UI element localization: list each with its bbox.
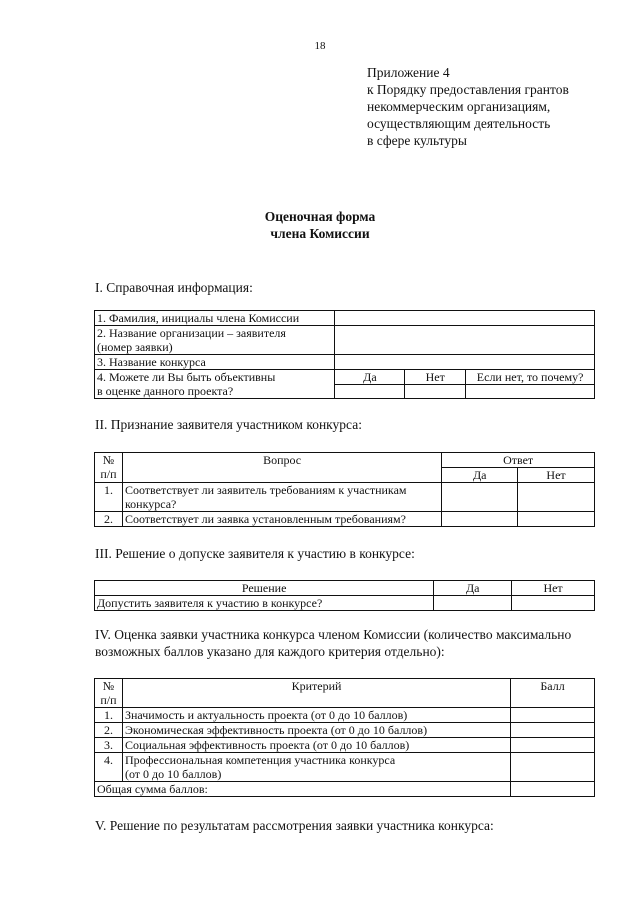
appendix-line: осуществляющим деятельность xyxy=(367,116,551,131)
score-header: Балл xyxy=(511,679,595,708)
cell-line: 4. Можете ли Вы быть объективны xyxy=(97,370,276,384)
section-4-heading xyxy=(95,626,571,660)
form-title-line: члена Комиссии xyxy=(270,226,370,241)
yes-header: Да xyxy=(335,370,405,385)
appendix-line: некоммерческим организациям, xyxy=(367,99,551,114)
row-number: 4. xyxy=(95,753,123,782)
admission-decision-table xyxy=(94,580,595,611)
row-number: 3. xyxy=(95,738,123,753)
total-label: Общая сумма баллов: xyxy=(95,782,511,797)
criteria-score-table xyxy=(94,678,595,797)
answer-cell[interactable] xyxy=(335,355,595,370)
cell-line: п/п xyxy=(100,467,117,481)
num-header xyxy=(95,453,123,483)
section-2-heading: II. Признание заявителя участником конкурса: xyxy=(95,417,362,432)
heading-line: возможных баллов указано для каждого критерия отдельно): xyxy=(95,644,445,659)
cell-line: Профессиональная компетенция участника конкурса xyxy=(124,753,396,767)
no-answer-cell[interactable] xyxy=(518,512,595,527)
score-cell[interactable] xyxy=(511,723,595,738)
form-title-line: Оценочная форма xyxy=(264,209,376,224)
appendix-line: в сфере культуры xyxy=(367,133,467,148)
cell-line: конкурса? xyxy=(124,497,177,511)
table-cell: 1. Фамилия, инициалы члена Комиссии xyxy=(95,311,335,326)
cell-line: № xyxy=(102,679,115,693)
reference-info-table xyxy=(94,310,595,399)
cell-line: (номер заявки) xyxy=(97,340,173,354)
cell-line: (от 0 до 10 баллов) xyxy=(124,767,222,781)
section-1-heading: I. Справочная информация: xyxy=(95,280,253,295)
row-number: 2. xyxy=(95,512,123,527)
decision-cell: Допустить заявителя к участию в конкурсе? xyxy=(95,596,434,611)
participant-recognition-table xyxy=(94,452,595,527)
appendix-line: Приложение 4 xyxy=(367,65,450,80)
no-answer-cell[interactable] xyxy=(512,596,595,611)
answer-cell[interactable] xyxy=(335,311,595,326)
num-header xyxy=(95,679,123,708)
page-number: 18 xyxy=(314,40,326,52)
score-cell[interactable] xyxy=(511,708,595,723)
yes-header: Да xyxy=(442,468,518,483)
section-3-heading: III. Решение о допуске заявителя к участию в конкурсе: xyxy=(95,546,415,561)
form-title xyxy=(0,208,640,242)
table-cell: 3. Название конкурса xyxy=(95,355,335,370)
yes-answer-cell[interactable] xyxy=(434,596,512,611)
yes-answer-cell[interactable] xyxy=(442,512,518,527)
cell-line: п/п xyxy=(100,693,117,707)
score-cell[interactable] xyxy=(511,738,595,753)
question-header: Вопрос xyxy=(122,453,441,483)
row-number: 1. xyxy=(95,708,123,723)
criterion-cell: Значимость и актуальность проекта (от 0 до 10 баллов) xyxy=(122,708,510,723)
criterion-cell: Экономическая эффективность проекта (от 0 до 10 баллов) xyxy=(122,723,510,738)
no-answer-cell[interactable] xyxy=(405,385,466,399)
no-header: Нет xyxy=(512,581,595,596)
answer-header: Ответ xyxy=(442,453,595,468)
no-header: Нет xyxy=(405,370,466,385)
yes-answer-cell[interactable] xyxy=(335,385,405,399)
cell-line: 2. Название организации – заявителя xyxy=(97,326,286,340)
criterion-cell: Социальная эффективность проекта (от 0 до 10 баллов) xyxy=(122,738,510,753)
cell-line: № xyxy=(102,453,115,467)
yes-header: Да xyxy=(434,581,512,596)
no-header: Нет xyxy=(518,468,595,483)
question-cell: Соответствует ли заявка установленным требованиям? xyxy=(122,512,441,527)
cell-line: Соответствует ли заявитель требованиям к участникам xyxy=(124,483,407,497)
why-answer-cell[interactable] xyxy=(466,385,595,399)
appendix-header xyxy=(367,64,569,149)
no-answer-cell[interactable] xyxy=(518,483,595,512)
score-cell[interactable] xyxy=(511,753,595,782)
section-5-heading: V. Решение по результатам рассмотрения заявки участника конкурса: xyxy=(95,818,494,833)
why-header: Если нет, то почему? xyxy=(466,370,595,385)
decision-header: Решение xyxy=(95,581,434,596)
question-cell xyxy=(122,483,441,512)
row-number: 1. xyxy=(95,483,123,512)
answer-cell[interactable] xyxy=(335,326,595,355)
cell-line: в оценке данного проекта? xyxy=(97,384,234,398)
heading-line: IV. Оценка заявки участника конкурса членом Комиссии (количество максимально xyxy=(95,627,572,642)
total-score-cell[interactable] xyxy=(511,782,595,797)
table-cell xyxy=(95,326,335,355)
table-cell xyxy=(95,370,335,399)
criterion-cell xyxy=(122,753,510,782)
yes-answer-cell[interactable] xyxy=(442,483,518,512)
row-number: 2. xyxy=(95,723,123,738)
criterion-header: Критерий xyxy=(122,679,510,708)
appendix-line: к Порядку предоставления грантов xyxy=(367,82,569,97)
